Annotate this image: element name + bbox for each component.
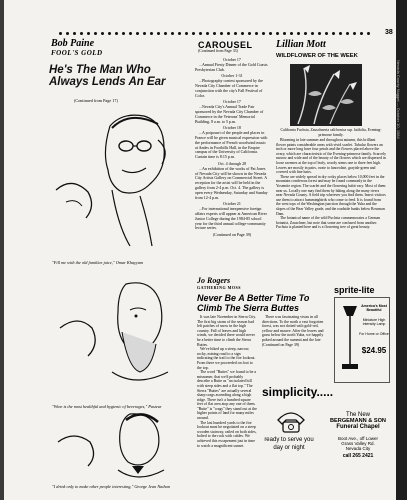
- ad-title: sprite-lite: [334, 285, 375, 295]
- rule-dot: [276, 32, 279, 35]
- rule-dot: [164, 32, 167, 35]
- listing-text: ...Photography contest sponsored by the Nevada City Chamber of Commerce in conjunction with the city's Fall Festival of Color.: [195, 78, 263, 98]
- listing-text: ...A potpourri of the people and places in France will be given musical expression with the performance of French woodwind music at Andes in Foothills Hall, in the Empire campus of the University of California. Curtain time is 8:15 p.m.: [195, 130, 268, 160]
- ad-box: [334, 297, 390, 383]
- rule-dot: [101, 32, 104, 35]
- rule-dot: [129, 32, 132, 35]
- rule-dot: [241, 32, 244, 35]
- rule-dot: [269, 32, 272, 35]
- listing-date: October 17: [223, 57, 241, 62]
- ad-address-2: Grass Valley Rd.: [341, 441, 375, 446]
- ad-business-subtitle: Funeral Chapel: [336, 424, 380, 430]
- rule-dot: [73, 32, 76, 35]
- rule-dot: [290, 32, 293, 35]
- rule-dot: [248, 32, 251, 35]
- wildflower-author-logo: Lillian Mott: [276, 39, 326, 50]
- lamp-icon: [337, 302, 361, 374]
- listing-text: ...Annual Fiesty Dinner of the Gold Coasts Presbyterian Club.: [195, 61, 268, 72]
- newspaper-page: [4, 0, 396, 500]
- ad-address-1: Boot Ave., off Lower: [337, 436, 379, 441]
- rule-dot: [122, 32, 125, 35]
- column-logo-subtitle: GATHERING MOSS: [197, 285, 241, 290]
- rule-dot: [325, 32, 328, 35]
- rule-dot: [234, 32, 237, 35]
- rule-dot: [206, 32, 209, 35]
- rule-dot: [59, 32, 62, 35]
- continued-from-note: (Continued from Page 17): [74, 98, 118, 103]
- sprite-lite-ad: [334, 285, 388, 381]
- listing-text: ...Nevada City's Annual Trade Fair sponsored by the Nevada City Chamber of Commerce in the Veterans' Memorial Building, 8 a.m. to 5 p.m.: [195, 104, 264, 124]
- rule-dot: [185, 32, 188, 35]
- caption-nathan: "I drink only to make other people interesting," George Jean Nathan: [52, 484, 170, 489]
- rule-dot: [157, 32, 160, 35]
- rule-dot: [353, 32, 356, 35]
- paragraph: The botanical name of the wild Fuchsia commemorates a German botanist, Zauschner, but note that some are confused from another. Fuchsia is planted here and is a flowering tree of great beauty.: [276, 216, 381, 230]
- rule-dot: [318, 32, 321, 35]
- article-column-1: [197, 315, 257, 448]
- listing-date: October 21: [223, 201, 241, 207]
- rule-dot: [283, 32, 286, 35]
- rule-dot: [115, 32, 118, 35]
- telephone-icon: [274, 402, 308, 436]
- rule-dot: [87, 32, 90, 35]
- wildflower-photo-caption: California Fuchsia, Zauschneria californica ssp. latifolia, Evening-primrose family.: [280, 128, 382, 137]
- rule-dot: [213, 32, 216, 35]
- wildflower-title: WILDFLOWER OF THE WEEK: [276, 53, 358, 59]
- rule-dot: [199, 32, 202, 35]
- rule-dot: [192, 32, 195, 35]
- wildflower-photo: [290, 64, 362, 126]
- listing-date: Oct. 4 through 28: [217, 160, 247, 166]
- rule-dot: [255, 32, 258, 35]
- paragraph: The last hundred yards to the fire lookout must be negotiated on a steep wooden stairway, railed on both sides, bolted to the rock with cables. We achieved this escapement just in time to watch a magnificent sunset.: [197, 420, 257, 448]
- carousel-continued-from: (Continued from Page 33): [198, 49, 238, 53]
- paragraph: We've hiked up a steep, narrow, rocky, mining road to a sign indicating the trail to the fire lookout. From there we proceeded on foot to the top.: [197, 347, 256, 370]
- ad-line: America's Most Beautiful: [361, 304, 387, 312]
- bergemann-ad: [327, 412, 389, 459]
- rule-dot: [297, 32, 300, 35]
- rule-dot: [66, 32, 69, 35]
- ad-price: $24.95: [361, 346, 387, 355]
- cartoon-nathan: [52, 408, 172, 486]
- rule-dot: [136, 32, 139, 35]
- listing-text: ...An exhibition of the works of Pat Jones of Nevada City will be shown in the Nevada City Artists Gallery on Commercial Street. A reception for the artist will be held in the gallery from 2-4 p.m. Oct. 4. The gallery is open every Wednesday, Saturday and Sunday from 12-4 p.m.: [195, 165, 268, 200]
- headline-sierra-buttes: Never Be A Better Time To Climb The Sierra Buttes: [197, 293, 310, 313]
- cartoon-omar: [52, 106, 172, 256]
- rule-dot: [178, 32, 181, 35]
- caption-pasteur: "Wine is the most healthful and hygienic of beverages," Pasteur: [52, 404, 162, 409]
- rule-dot: [108, 32, 111, 35]
- rule-dot: [311, 32, 314, 35]
- wildflower-article: [276, 138, 386, 230]
- ad-line: Miniature High Intensity Lamp: [362, 318, 386, 326]
- ad-the-new: The New: [345, 412, 370, 418]
- caption-omar: "Fill me with the old familiar juice," Omar Khayyam: [52, 260, 144, 265]
- listing-text: ...For international inexpensive foreign affairs experts will appear at American River Junior College during the 1984-85 school year for the third annual college-community lecture series.: [195, 206, 267, 231]
- column-logo-name: Bob Paine: [51, 38, 95, 49]
- carousel-continued-on: (Continued on Page 39): [212, 232, 252, 238]
- page-number: 38: [385, 29, 393, 36]
- simplicity-ad-title: simplicity.....: [262, 385, 334, 399]
- listing-date: October 18: [223, 125, 241, 131]
- ad-business-name: BERGEMANN & SON: [330, 418, 386, 424]
- headline-lends-an-ear: He's The Man Who Always Lends An Ear: [49, 64, 166, 88]
- paragraph: There was fascinating vistas in all directions. To the north a vast forgotten forest, was not dotted with gold-red, yellow and mauve. After the leaves and grass below the north Yuba, we happily poked around the summit and the late (Continued on Page 39): [262, 315, 324, 347]
- column-logo-subtitle: FOOL'S GOLD: [51, 49, 103, 57]
- paragraph: The word "Buttes" we found to be a misnomer, that we'd probably describe a Butte as "an isolated hill with steep sides and a flat top." The Sierra "Buttes" are actually several sharp crags ascending along a high ridge. There isn't a hundred square feet of flat area atop any one of them. "Butte" is "crags" they stand out at the higher points of land for many miles around.: [197, 370, 257, 421]
- listing-date: October 17: [223, 99, 241, 105]
- paragraph: Blooming in late summer and throughout autumn, this brilliant flower paints considerable areas with vivid scarlet. Tubular flowers an inch or more long have four petals and the flowers placed above the ovary, which are characteristic of the Evening-primrose family. Scarcely narrow and wide and of the beauty of the flowers which are dispersed in loose racemes at the top of leafy, woody stems one to three feet high. Leaves are mostly in pairs, ovate to lanceolate, grayish-green and covered with fine hairs.: [276, 138, 386, 175]
- rule-dot: [220, 32, 223, 35]
- paragraph: It was late November in Sierra City. The first big storm of the season had left patches of snow in the high country. Fall of leaves and high winds, we decided there would never be a better time to climb the Sierra Buttes.: [197, 315, 257, 347]
- cartoon-pasteur: [52, 272, 172, 402]
- simplicity-slogan: ready to serve you day or night: [264, 437, 314, 451]
- carousel-listings: [195, 56, 269, 238]
- rule-dot: [80, 32, 83, 35]
- paragraph: These are widely spread in dry rocky places below 10,000 feet in the mountain coniferous forest and may be found commonly in the Yosemite region. The scarlet and the flowering habit vary. Most of them near us. Locally one may find them by hiking along the many rivers near Nevada County. A field trip wherever you find them. Insect visitors use them to attract hummingbirds who come to feed. It is found from the west tops of the Washington junction through the Yuba and the slopes of the Bear Valley grade, and the roadside banks below Bowman Dam.: [276, 174, 386, 216]
- rule-dot: [171, 32, 174, 35]
- rule-dot: [150, 32, 153, 35]
- rule-dot: [262, 32, 265, 35]
- rule-dot: [367, 32, 370, 35]
- ad-phone: call 265 2421: [342, 453, 374, 459]
- listing-date: October 1-31: [221, 73, 243, 79]
- column-logo-name: Jo Rogers: [197, 276, 231, 285]
- rule-dot: [346, 32, 349, 35]
- rule-dot: [304, 32, 307, 35]
- ad-city: Nevada City: [345, 446, 371, 451]
- rule-dot: [143, 32, 146, 35]
- article-column-2: [262, 315, 326, 347]
- carousel-title: CAROUSEL: [198, 40, 253, 50]
- rule-dot: [339, 32, 342, 35]
- rule-dot: [332, 32, 335, 35]
- ad-line: For Home or Office: [359, 332, 389, 336]
- folio-text: Nevada County Nugget — October 10, 1984: [396, 60, 401, 139]
- rule-dot: [94, 32, 97, 35]
- rule-dot: [227, 32, 230, 35]
- rule-dot: [360, 32, 363, 35]
- header-dotted-rule: [59, 32, 379, 36]
